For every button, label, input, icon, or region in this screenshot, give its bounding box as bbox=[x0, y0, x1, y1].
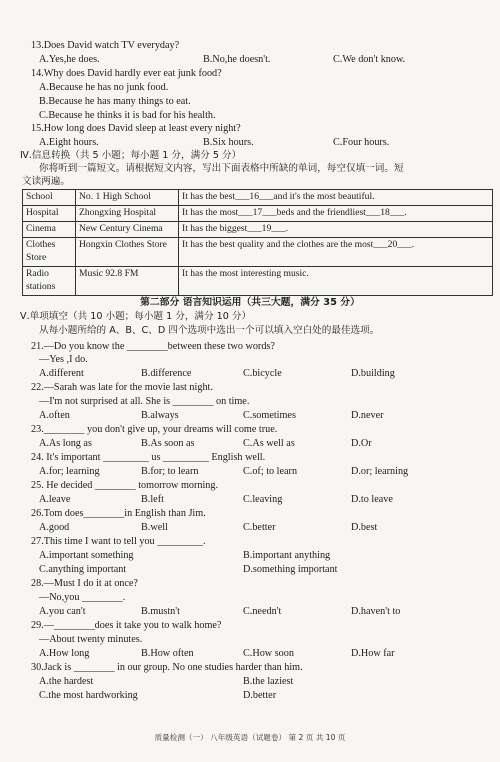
table-cell-info: It has the best quality and the clothes are the most___20___. bbox=[179, 237, 493, 266]
table-cell-name: No. 1 High School bbox=[76, 190, 179, 206]
q25-option-b: B.left bbox=[141, 494, 164, 505]
question-22-line-2: —I'm not surprised at all. She is ________ on time. bbox=[39, 396, 250, 407]
q14-option-b: B.Because he has many things to eat. bbox=[39, 96, 191, 107]
question-27-line-1: 27.This time I want to tell you _________. bbox=[31, 536, 206, 547]
q27-option-a: A.important something bbox=[39, 550, 134, 561]
table-cell-info: It has the most interesting music. bbox=[179, 266, 493, 295]
question-15-stem: 15.How long does David sleep at least every night? bbox=[31, 123, 241, 134]
question-28-line-2: —No,you ________. bbox=[39, 592, 126, 603]
q29-option-b: B.How often bbox=[141, 648, 194, 659]
q21-option-c: C.bicycle bbox=[243, 368, 282, 379]
q21-option-d: D.building bbox=[351, 368, 395, 379]
section-4-instruction-1: 你将听到一篇短文。请根据短文内容，写出下面表格中所缺的单词，每空仅填一词。短 bbox=[39, 163, 404, 174]
table-cell-info: It has the biggest___19___. bbox=[179, 221, 493, 237]
table-cell-name: Zhongxing Hospital bbox=[76, 205, 179, 221]
q28-option-b: B.mustn't bbox=[141, 606, 180, 617]
question-22-line-1: 22.—Sarah was late for the movie last night. bbox=[31, 382, 213, 393]
q22-option-c: C.sometimes bbox=[243, 410, 296, 421]
q23-option-a: A.As long as bbox=[39, 438, 92, 449]
q21-option-b: B.difference bbox=[141, 368, 192, 379]
question-21-line-1: 21.—Do you know the ________between these two words? bbox=[31, 341, 275, 352]
q15-option-b: B.Six hours. bbox=[203, 137, 254, 148]
table-cell-name: Music 92.8 FM bbox=[76, 266, 179, 295]
question-29-line-1: 29.—________does it take you to walk home? bbox=[31, 620, 222, 631]
q30-option-b: B.the laziest bbox=[243, 676, 294, 687]
q23-option-c: C.As well as bbox=[243, 438, 295, 449]
table-row bbox=[23, 190, 493, 206]
q24-option-d: D.or; learning bbox=[351, 466, 409, 477]
table-cell-place: School bbox=[23, 190, 76, 206]
page-footer: 质量检测（一） 八年级英语（试题卷） 第 2 页 共 10 页 bbox=[154, 733, 346, 742]
q15-option-a: A.Eight hours. bbox=[39, 137, 99, 148]
q28-option-d: D.haven't to bbox=[351, 606, 401, 617]
q27-option-b: B.important anything bbox=[243, 550, 331, 561]
q29-option-c: C.How soon bbox=[243, 648, 294, 659]
q24-option-a: A.for; learning bbox=[39, 466, 100, 477]
q13-option-c: C.We don't know. bbox=[333, 54, 406, 65]
table-cell-place: Hospital bbox=[23, 205, 76, 221]
table-cell-info: It has the most___17___beds and the friendliest___18___. bbox=[179, 205, 493, 221]
q13-option-b: B.No,he doesn't. bbox=[203, 54, 271, 65]
q23-option-d: D.Or bbox=[351, 438, 372, 449]
q27-option-d: D.something important bbox=[243, 564, 338, 575]
q26-option-d: D.best bbox=[351, 522, 378, 533]
q24-option-c: C.of; to learn bbox=[243, 466, 298, 477]
section-4-instruction-2: 文读两遍。 bbox=[22, 176, 70, 187]
table-cell-place: Radio stations bbox=[23, 266, 76, 295]
q27-option-c: C.anything important bbox=[39, 564, 127, 575]
q28-option-c: C.needn't bbox=[243, 606, 282, 617]
table-cell-name: New Century Cinema bbox=[76, 221, 179, 237]
q23-option-b: B.As soon as bbox=[141, 438, 195, 449]
q25-option-d: D.to leave bbox=[351, 494, 393, 505]
q29-option-a: A.How long bbox=[39, 648, 90, 659]
q30-option-d: D.better bbox=[243, 690, 277, 701]
question-30-line-1: 30.Jack is ________ in our group. No one studies harder than him. bbox=[31, 662, 303, 673]
question-14-stem: 14.Why does David hardly ever eat junk food? bbox=[31, 68, 222, 79]
question-21-line-2: —Yes ,I do. bbox=[39, 354, 88, 365]
q28-option-a: A.you can't bbox=[39, 606, 86, 617]
q30-option-c: C.the most hardworking bbox=[39, 690, 138, 701]
q26-option-c: C.better bbox=[243, 522, 276, 533]
q14-option-a: A.Because he has no junk food. bbox=[39, 82, 169, 93]
q22-option-d: D.never bbox=[351, 410, 384, 421]
table-row bbox=[23, 237, 493, 266]
information-table bbox=[22, 189, 493, 296]
q30-option-a: A.the hardest bbox=[39, 676, 94, 687]
question-23-line-1: 23.________ you don't give up, your dreams will come true. bbox=[31, 424, 278, 435]
q15-option-c: C.Four hours. bbox=[333, 137, 390, 148]
question-29-line-2: —About twenty minutes. bbox=[39, 634, 143, 645]
question-26-line-1: 26.Tom does________in English than Jim. bbox=[31, 508, 206, 519]
question-13-stem: 13.Does David watch TV everyday? bbox=[31, 40, 180, 51]
table-row bbox=[23, 266, 493, 295]
q25-option-a: A.leave bbox=[39, 494, 71, 505]
q21-option-a: A.different bbox=[39, 368, 84, 379]
q26-option-a: A.good bbox=[39, 522, 70, 533]
section-5-title: Ⅴ.单项填空（共 10 小题；每小题 1 分，满分 10 分） bbox=[20, 311, 252, 322]
table-cell-place: Cinema bbox=[23, 221, 76, 237]
q29-option-d: D.How far bbox=[351, 648, 395, 659]
table-row bbox=[23, 205, 493, 221]
q26-option-b: B.well bbox=[141, 522, 168, 533]
part-2-heading: 第二部分 语言知识运用（共三大题，满分 35 分） bbox=[140, 297, 360, 308]
q25-option-c: C.leaving bbox=[243, 494, 283, 505]
table-cell-name: Hongxin Clothes Store bbox=[76, 237, 179, 266]
table-cell-place: Clothes Store bbox=[23, 237, 76, 266]
table-cell-info: It has the best___16___and it's the most beautiful. bbox=[179, 190, 493, 206]
q14-option-c: C.Because he thinks it is bad for his health. bbox=[39, 110, 216, 121]
q24-option-b: B.for; to learn bbox=[141, 466, 199, 477]
question-28-line-1: 28.—Must I do it at once? bbox=[31, 578, 138, 589]
question-25-line-1: 25. He decided ________ tomorrow morning. bbox=[31, 480, 219, 491]
question-24-line-1: 24. It's important _________ us _________ English well. bbox=[31, 452, 266, 463]
q22-option-a: A.often bbox=[39, 410, 70, 421]
section-5-instruction: 从每小题所给的 A、B、C、D 四个选项中选出一个可以填入空白处的最佳选项。 bbox=[39, 325, 380, 336]
section-4-title: Ⅳ.信息转换（共 5 小题；每小题 1 分，满分 5 分） bbox=[20, 150, 242, 161]
table-row bbox=[23, 221, 493, 237]
q22-option-b: B.always bbox=[141, 410, 179, 421]
q13-option-a: A.Yes,he does. bbox=[39, 54, 100, 65]
